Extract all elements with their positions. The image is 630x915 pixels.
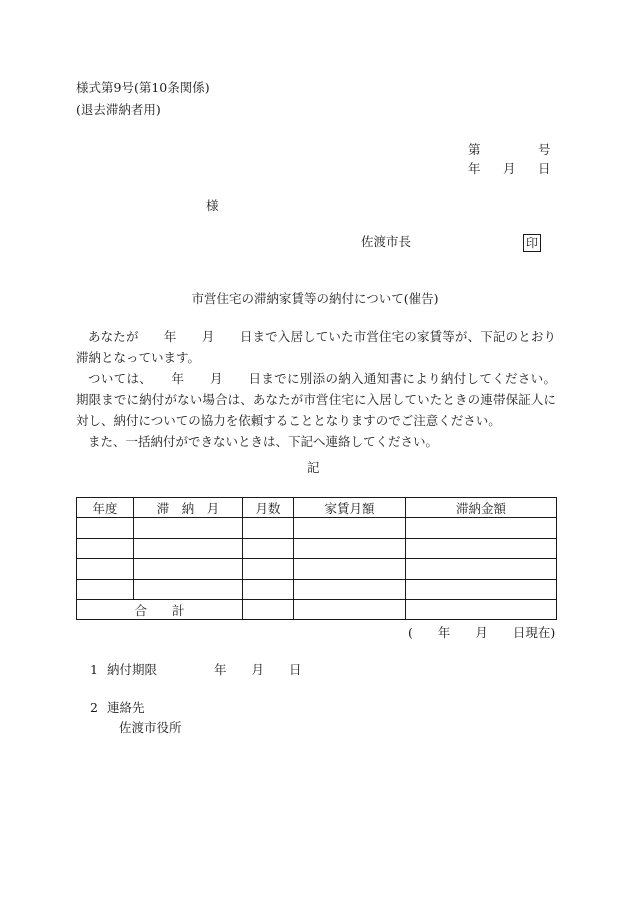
table-row xyxy=(77,579,557,599)
contact-name: 佐渡市役所 xyxy=(119,720,182,735)
date-year: 年 xyxy=(468,161,481,176)
table-header-row xyxy=(77,498,557,518)
table-row xyxy=(77,518,557,538)
as-of-date: ( 年 月 日現在) xyxy=(408,625,556,640)
body-paragraph-1: あなたが 年 月 日まで入居していた市営住宅の家賃等が、下記のとおり滞納となっています。 xyxy=(76,329,556,365)
doc-no-go: 号 xyxy=(538,142,551,157)
form-number: 様式第9号(第10条関係) xyxy=(76,80,210,95)
header-yachin-getsugaku: 家賃月額 xyxy=(294,498,406,518)
doc-no-dai: 第 xyxy=(468,142,481,157)
date-day: 日 xyxy=(538,161,551,176)
ki-heading: 記 xyxy=(307,460,320,475)
issuer-name: 佐渡市長 xyxy=(361,234,412,249)
header-tsukisuu: 月数 xyxy=(243,498,294,518)
header-nendo: 年度 xyxy=(77,498,134,518)
arrears-table xyxy=(76,497,557,620)
deadline-number: 1 xyxy=(90,662,98,677)
date-month: 月 xyxy=(503,161,516,176)
table-total-row xyxy=(77,599,557,619)
header-tainou-kingaku: 滞納金額 xyxy=(406,498,557,518)
table-row xyxy=(77,559,557,579)
contact-label: 連絡先 xyxy=(107,700,145,715)
contact-number: 2 xyxy=(90,700,98,715)
body-text xyxy=(76,326,556,452)
header-tainou-tsuki: 滞 納 月 xyxy=(134,498,243,518)
deadline-date: 年 月 日 xyxy=(214,662,302,677)
body-paragraph-3: また、一括納付ができないときは、下記へ連絡してください。 xyxy=(88,434,439,449)
deadline-label: 納付期限 xyxy=(107,662,158,677)
body-paragraph-2: ついては、 年 月 日までに別添の納入通知書により納付してください。期限までに納付がない場合は、あなたが市営住宅に入居していたときの連帯保証人に対し、納付についての協力を依頼することとなりますのでご注意ください。 xyxy=(76,371,556,428)
form-type: (退去滞納者用) xyxy=(76,102,161,117)
document-title: 市営住宅の滞納家賃等の納付について(催告) xyxy=(191,291,439,306)
seal-stamp: 印 xyxy=(523,234,541,252)
addressee-sama: 様 xyxy=(206,198,219,213)
total-label: 合 計 xyxy=(77,599,243,619)
table-row xyxy=(77,538,557,558)
